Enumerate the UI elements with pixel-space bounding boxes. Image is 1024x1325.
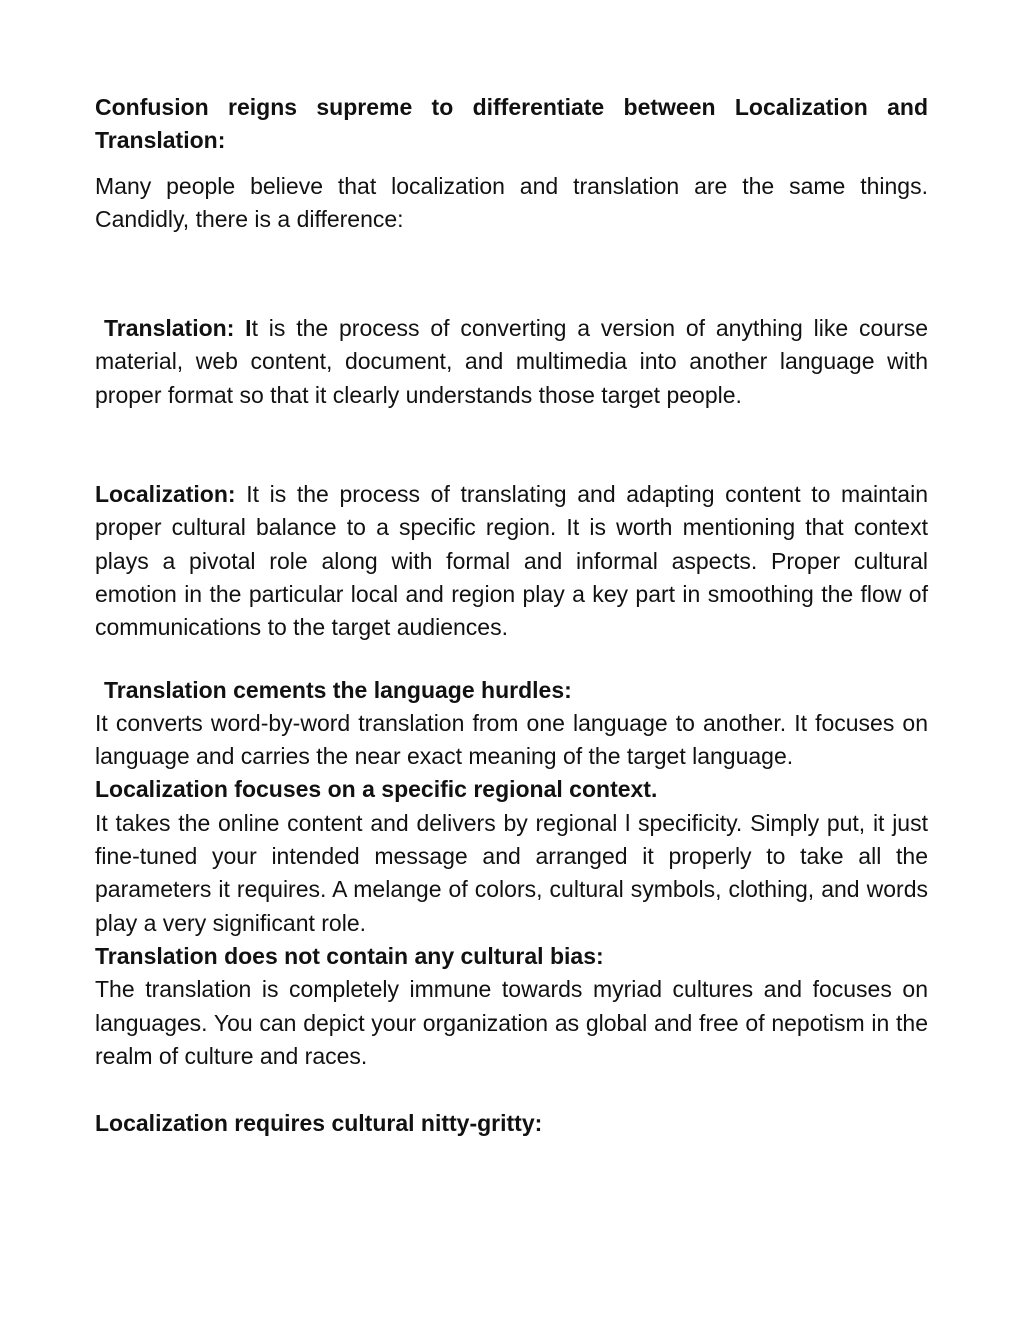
translation-definition-text: t is the process of converting a version of anything like course material, web content, document, and multimedia into another language with proper format so that it clearly understands those target people. xyxy=(95,315,928,408)
localization-context-heading: Localization focuses on a specific regional context. xyxy=(95,776,658,803)
translation-hurdles-heading: Translation cements the language hurdles: xyxy=(104,676,572,703)
localization-definition-text: It is the process of translating and adapting content to maintain proper cultural balance to a specific region. It is worth mentioning that context plays a pivotal role along with formal and informal aspects. Proper cultural emotion in the particular local and region play a key part in smoothing the flow of communications to the target audiences. xyxy=(95,481,928,641)
localization-definition-label: Localization: xyxy=(95,481,236,508)
translation-hurdles-text: It converts word-by-word translation from one language to another. It focuses on language and carries the near exact meaning of the target language. xyxy=(95,709,928,770)
main-heading: Confusion reigns supreme to differentiate between Localization and Translation: xyxy=(95,94,928,154)
localization-context-text: It takes the online content and delivers by regional l specificity. Simply put, it just fine-tuned your intended message and arranged it properly to take all the parameters it requires. A melange of colors, cultural symbols, clothing, and words play a very significant role. xyxy=(95,809,928,936)
localization-definition xyxy=(95,478,928,644)
localization-gritty-heading: Localization requires cultural nitty-gritty: xyxy=(95,1110,543,1137)
translation-definition xyxy=(95,312,928,412)
document-page xyxy=(95,91,928,1140)
translation-definition-label: Translation: I xyxy=(104,315,252,342)
translation-bias-heading: Translation does not contain any cultural bias: xyxy=(95,942,604,969)
intro-paragraph: Many people believe that localization and translation are the same things. Candidly, there is a difference: xyxy=(95,172,928,232)
translation-bias-text: The translation is completely immune towards myriad cultures and focuses on languages. You can depict your organization as global and free of nepotism in the realm of culture and races. xyxy=(95,976,928,1069)
